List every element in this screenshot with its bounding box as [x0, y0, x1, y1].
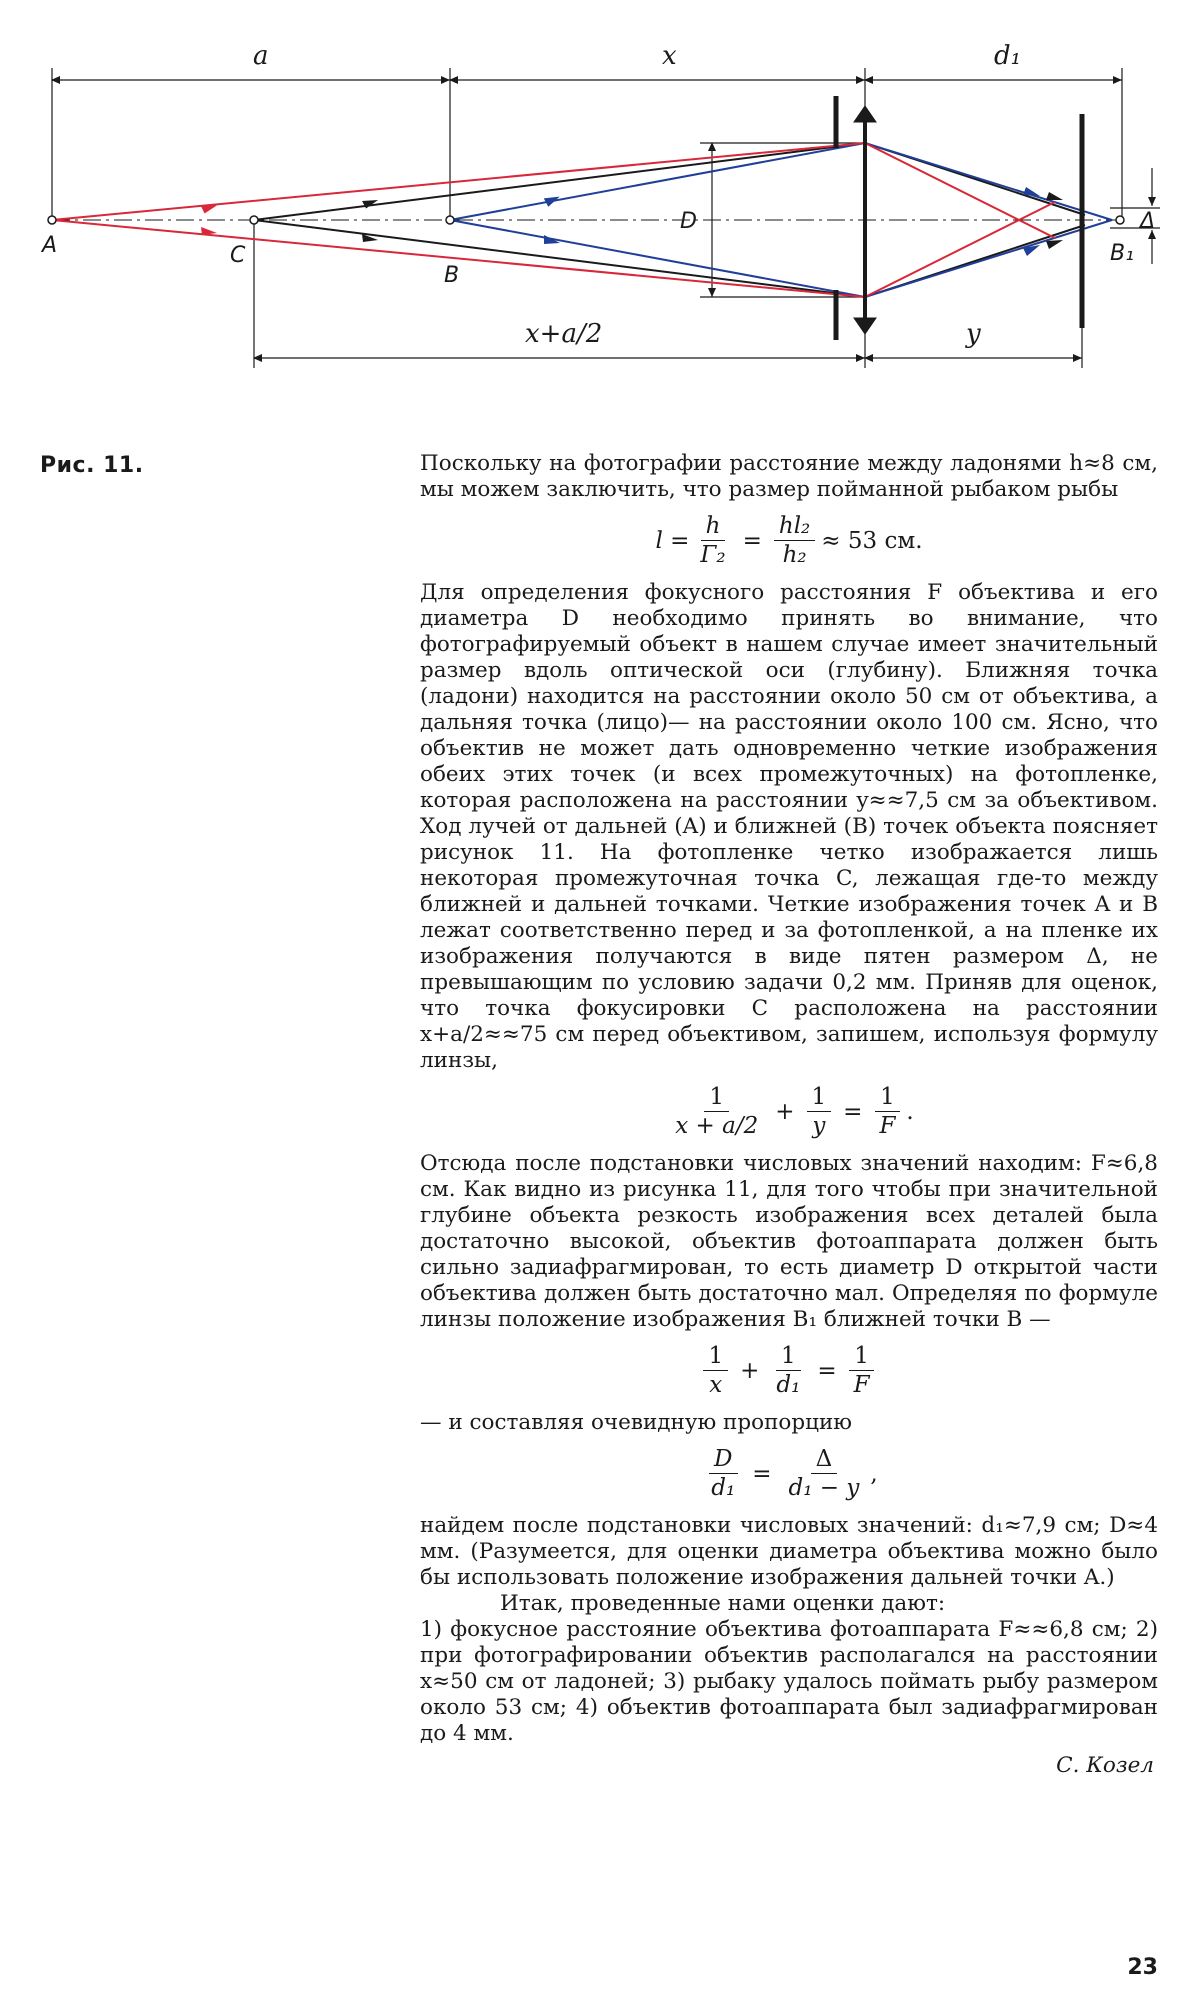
formula-1-frac-b — [774, 513, 815, 568]
label-d1: d₁ — [994, 41, 1022, 71]
author-signature: С. Козел — [1056, 1753, 1154, 1778]
formula-4-end: , — [870, 1460, 878, 1487]
formula-2-frac-a-den: x + a/2 — [675, 1113, 759, 1139]
label-a: a — [253, 41, 269, 71]
label-point-B: B — [444, 263, 460, 288]
formula-2-frac-a-num: 1 — [704, 1084, 729, 1112]
formula-4-frac-a-den: d₁ — [711, 1475, 736, 1501]
paragraph-5: найдем после подстановки числовых значений: d₁≈7,9 см; D≈4 мм. (Разумеется, для оценки диаметра объектива можно было бы использовать положение изображения дальней точки A.) — [420, 1513, 1158, 1590]
formula-3-frac-a — [703, 1343, 728, 1398]
formula-4-frac-b — [784, 1446, 865, 1501]
formula-1-frac-a — [695, 513, 730, 568]
formula-1-rhs: ≈ 53 см. — [821, 527, 923, 554]
formula-1-eq: = — [742, 527, 762, 554]
paragraph-3: Отсюда после подстановки числовых значений находим: F≈6,8 см. Как видно из рисунка 11, для того чтобы при значительной глубине объекта резкость изображения всех деталей была достаточно высокой, объектив фотоаппарата должен быть сильно задиафрагмирован, то есть диаметр D открытой части объектива должен быть достаточно мал. Определяя по формуле линзы положение изображения B₁ ближней точки B — — [420, 1151, 1158, 1332]
formula-3-frac-b-den: d₁ — [776, 1372, 801, 1398]
optics-diagram — [0, 0, 1200, 400]
formula-2-frac-b-num: 1 — [807, 1084, 832, 1112]
formula-1-frac-a-num: h — [701, 513, 726, 541]
formula-2-frac-b-den: y — [812, 1113, 826, 1139]
paragraph-1: Поскольку на фотографии расстояние между ладонями h≈8 см, мы можем заключить, что размер пойманной рыбаком рыбы — [420, 451, 1158, 502]
label-y: y — [966, 319, 981, 349]
formula-3-frac-b — [771, 1343, 805, 1398]
article-body — [420, 451, 1158, 1779]
label-point-B1: B₁ — [1110, 241, 1134, 266]
paragraph-2: Для определения фокусного расстояния F объектива и его диаметра D необходимо принять во внимание, что фотографируемый объект в нашем случае имеет значительный размер вдоль оптической оси (глубину). Ближняя точка (ладони) находится на расстоянии около 50 см от объектива, а дальняя точка (лицо)— на расстоянии около 100 см. Ясно, что объектив не может дать одновременно четкие изображения обеих этих точек (и всех промежуточных) на фотопленке, которая расположена на расстоянии y≈≈7,5 см за объективом. Ход лучей от дальней (A) и ближней (B) точек объекта поясняет рисунок 11. На фотопленке четко изображается лишь некоторая промежуточная точка C, лежащая где-то между ближней и дальней точками. Четкие изображения точек A и B лежат соответственно перед и за фотопленкой, а на пленке их изображения получаются в виде пятен размером Δ, не превышающим по условию задачи 0,2 мм. Приняв для оценок, что точка фокусировки C расположена на расстоянии x+a/2≈≈75 см перед объективом, запишем, используя формулу линзы, — [420, 580, 1158, 1073]
formula-1-frac-a-den: Γ₂ — [700, 542, 726, 568]
formula-lens-equation — [420, 1084, 1158, 1139]
formula-3-frac-a-num: 1 — [703, 1343, 728, 1371]
paragraph-7: 1) фокусное расстояние объектива фотоаппарата F≈≈6,8 см; 2) при фотографировании объектив располагался на расстоянии x≈50 см от ладоней; 3) рыбаку удалось поймать рыбу размером около 53 см; 4) объектив фотоаппарата был задиафрагмирован до 4 мм. — [420, 1617, 1158, 1746]
formula-3-frac-a-den: x — [709, 1372, 723, 1398]
formula-2-plus: + — [775, 1098, 795, 1125]
formula-2-eq: = — [843, 1098, 863, 1125]
formula-2-frac-c-den: F — [879, 1113, 896, 1139]
label-point-C: C — [230, 243, 246, 268]
formula-lens-near-point — [420, 1343, 1158, 1398]
formula-4-frac-a-num: D — [709, 1446, 737, 1474]
formula-2-frac-c-num: 1 — [875, 1084, 900, 1112]
label-x: x — [662, 41, 677, 71]
formula-4-frac-a — [706, 1446, 740, 1501]
paragraph-6: Итак, проведенные нами оценки дают: — [500, 1591, 946, 1616]
formula-proportion — [420, 1446, 1158, 1501]
formula-4-frac-b-num: Δ — [811, 1446, 838, 1474]
label-delta: Δ — [1140, 209, 1156, 234]
formula-2-frac-a — [670, 1084, 763, 1139]
formula-2-end: . — [906, 1098, 914, 1125]
formula-1-lhs: l = — [655, 527, 690, 554]
formula-3-frac-c — [849, 1343, 875, 1398]
formula-3-frac-c-num: 1 — [849, 1343, 874, 1371]
page-number: 23 — [1127, 1955, 1158, 1980]
formula-2-frac-c — [874, 1084, 900, 1139]
formula-3-frac-b-num: 1 — [776, 1343, 801, 1371]
formula-4-eq: = — [752, 1460, 772, 1487]
figure-caption: Рис. 11. — [40, 453, 144, 478]
formula-3-plus: + — [740, 1357, 760, 1384]
formula-3-eq: = — [817, 1357, 837, 1384]
label-xa2: x+a/2 — [525, 319, 603, 349]
formula-3-frac-c-den: F — [853, 1372, 870, 1398]
label-point-A: A — [42, 233, 58, 258]
paragraph-4: — и составляя очевидную пропорцию — [420, 1410, 852, 1435]
formula-1-frac-b-den: h₂ — [782, 542, 807, 568]
formula-fish-size — [420, 513, 1158, 568]
formula-1-frac-b-num: hl₂ — [774, 513, 815, 541]
formula-4-frac-b-den: d₁ − y — [788, 1475, 860, 1501]
formula-2-frac-b — [807, 1084, 832, 1139]
label-D: D — [680, 209, 697, 234]
